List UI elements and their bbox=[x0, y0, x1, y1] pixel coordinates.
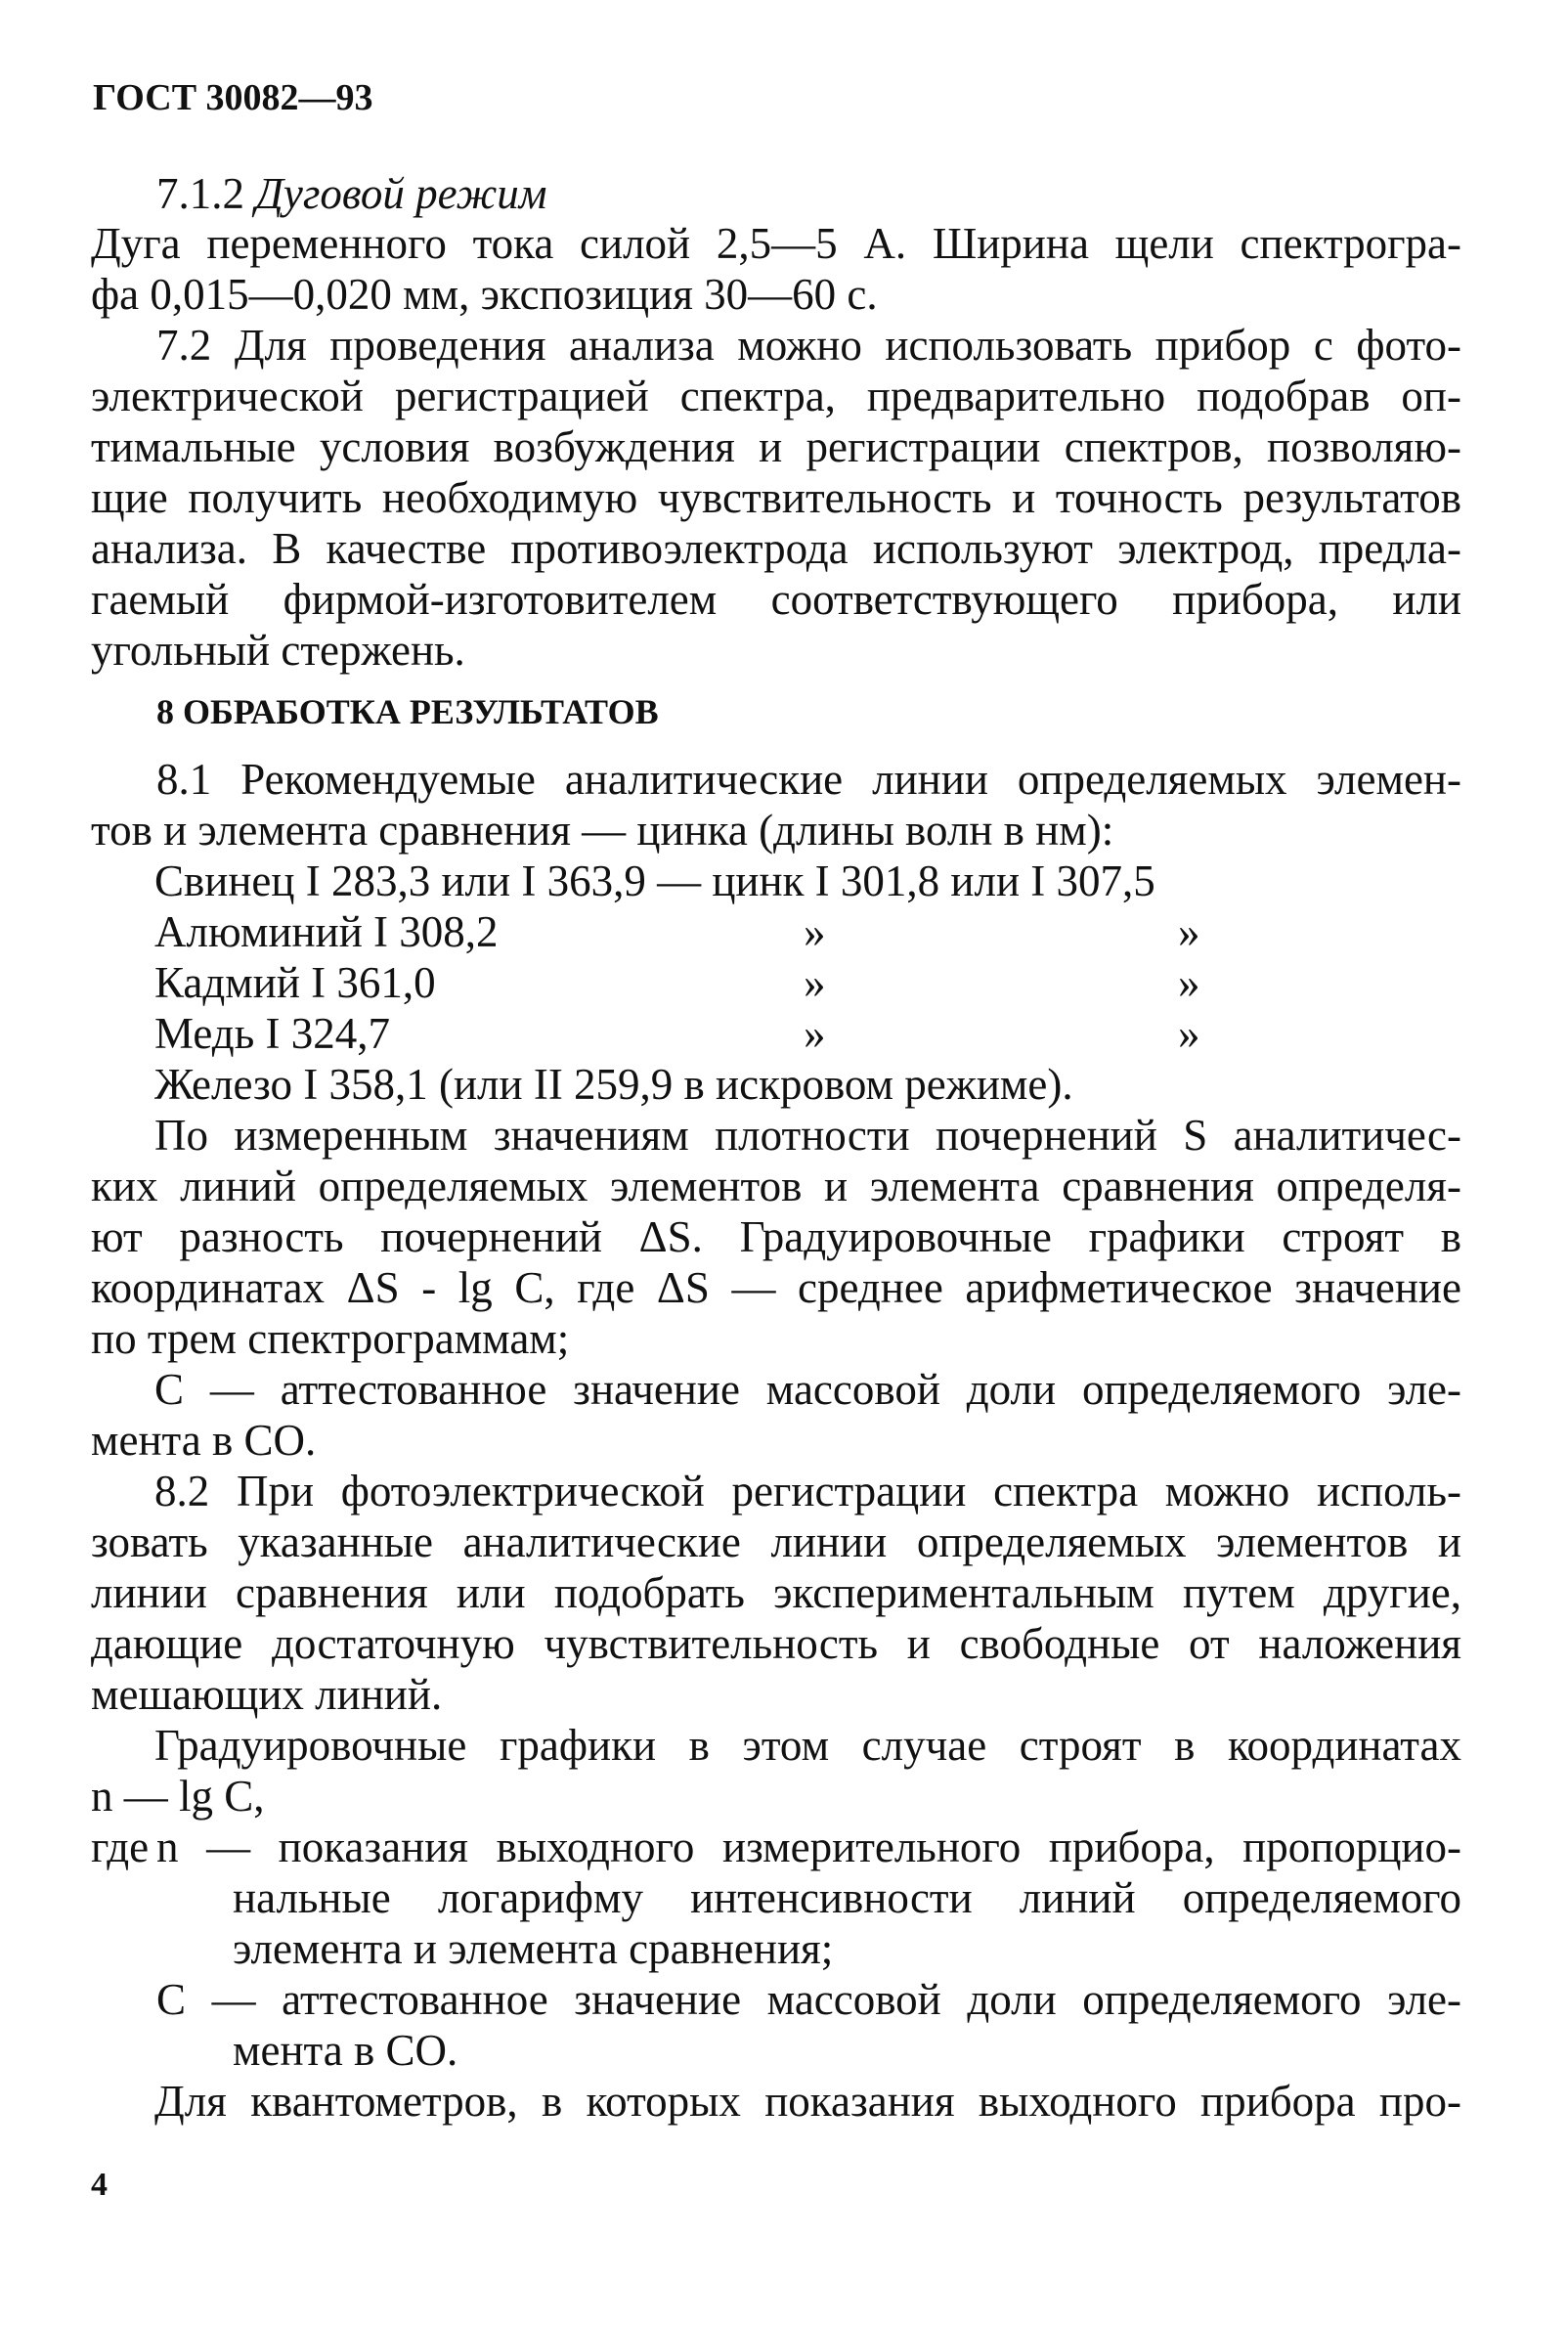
subsection-title bbox=[156, 168, 547, 219]
definition-line: нальные логарифму интенсивности линий определяемого bbox=[233, 1873, 1461, 1922]
paragraph-line: 8.1 Рекомендуемые аналитические линии определяемых элемен- bbox=[156, 755, 1461, 804]
paragraph-line: Градуировочные графики в этом случае строят в координатах bbox=[154, 1721, 1461, 1770]
paragraph-line: ют разность почернений ΔS. Градуировочные графики строят в bbox=[91, 1212, 1461, 1261]
ditto-mark: » bbox=[804, 958, 826, 1007]
section-heading: 8 ОБРАБОТКА РЕЗУЛЬТАТОВ bbox=[156, 692, 659, 731]
paragraph-line: 8.2 При фотоэлектрической регистрации спектра можно исполь- bbox=[154, 1467, 1461, 1515]
paragraph-line: координатах ΔS - lg C, где ΔS — среднее арифметическое значение bbox=[91, 1263, 1461, 1312]
element-line: Алюминий I 308,2 bbox=[154, 907, 499, 956]
paragraph-line: зовать указанные аналитические линии определяемых элементов и bbox=[91, 1517, 1461, 1566]
paragraph-line: фа 0,015—0,020 мм, экспозиция 30—60 с. bbox=[91, 270, 878, 319]
paragraph-line: ких линий определяемых элементов и элемента сравнения определя- bbox=[91, 1162, 1461, 1210]
where-label: где bbox=[91, 1822, 150, 1871]
element-line: Железо I 358,1 (или II 259,9 в искровом режиме). bbox=[154, 1060, 1073, 1109]
subsection-number: 7.1.2 bbox=[156, 169, 244, 218]
definition-line: C — аттестованное значение массовой доли определяемого эле- bbox=[156, 1975, 1461, 2024]
paragraph-line: угольный стержень. bbox=[91, 626, 465, 675]
paragraph-line: тов и элемента сравнения — цинка (длины волн в нм): bbox=[91, 806, 1114, 855]
ditto-mark: » bbox=[1178, 958, 1200, 1007]
paragraph-line: мента в СО. bbox=[91, 1416, 317, 1465]
page-number: 4 bbox=[91, 2167, 108, 2203]
paragraph-line: По измеренным значениям плотности почернений S аналитичес- bbox=[154, 1111, 1461, 1160]
ditto-mark: » bbox=[1178, 1009, 1200, 1058]
element-line: Медь I 324,7 bbox=[154, 1009, 390, 1058]
formula-line: n — lg C, bbox=[91, 1772, 265, 1821]
definition-line: элемента и элемента сравнения; bbox=[233, 1924, 834, 1973]
paragraph-line: по трем спектрограммам; bbox=[91, 1314, 570, 1363]
paragraph-line: C — аттестованное значение массовой доли определяемого эле- bbox=[154, 1365, 1461, 1414]
paragraph-line: мешающих линий. bbox=[91, 1670, 443, 1719]
paragraph-line: 7.2 Для проведения анализа можно использовать прибор с фото- bbox=[156, 321, 1461, 370]
paragraph-line: дающие достаточную чувствительность и свободные от наложения bbox=[91, 1619, 1461, 1668]
paragraph-line: анализа. В качестве противоэлектрода используют электрод, предла- bbox=[91, 524, 1461, 573]
paragraph-line: тимальные условия возбуждения и регистрации спектров, позволяю- bbox=[91, 422, 1461, 471]
subsection-name: Дуговой режим bbox=[255, 169, 547, 218]
ditto-mark: » bbox=[804, 1009, 826, 1058]
paragraph-line: Для квантометров, в которых показания выходного прибора про- bbox=[154, 2077, 1461, 2126]
element-line: Кадмий I 361,0 bbox=[154, 958, 436, 1007]
paragraph-line: линии сравнения или подобрать экспериментальным путем другие, bbox=[91, 1568, 1461, 1617]
paragraph-line: гаемый фирмой-изготовителем соответствующего прибора, или bbox=[91, 575, 1461, 624]
paragraph-line: щие получить необходимую чувствительность и точность результатов bbox=[91, 473, 1461, 522]
spectral-line-lead: Свинец I 283,3 или I 363,9 — цинк I 301,8 или I 307,5 bbox=[154, 856, 1155, 905]
running-header: ГОСТ 30082—93 bbox=[93, 77, 373, 118]
ditto-mark: » bbox=[1178, 907, 1200, 956]
paragraph-line: электрической регистрацией спектра, предварительно подобрав оп- bbox=[91, 372, 1461, 420]
definition-line: мента в СО. bbox=[233, 2026, 458, 2075]
ditto-mark: » bbox=[804, 907, 826, 956]
definition-line: n — показания выходного измерительного прибора, пропорцио- bbox=[156, 1822, 1461, 1871]
paragraph-line: Дуга переменного тока силой 2,5—5 А. Ширина щели спектрогра- bbox=[91, 219, 1461, 268]
